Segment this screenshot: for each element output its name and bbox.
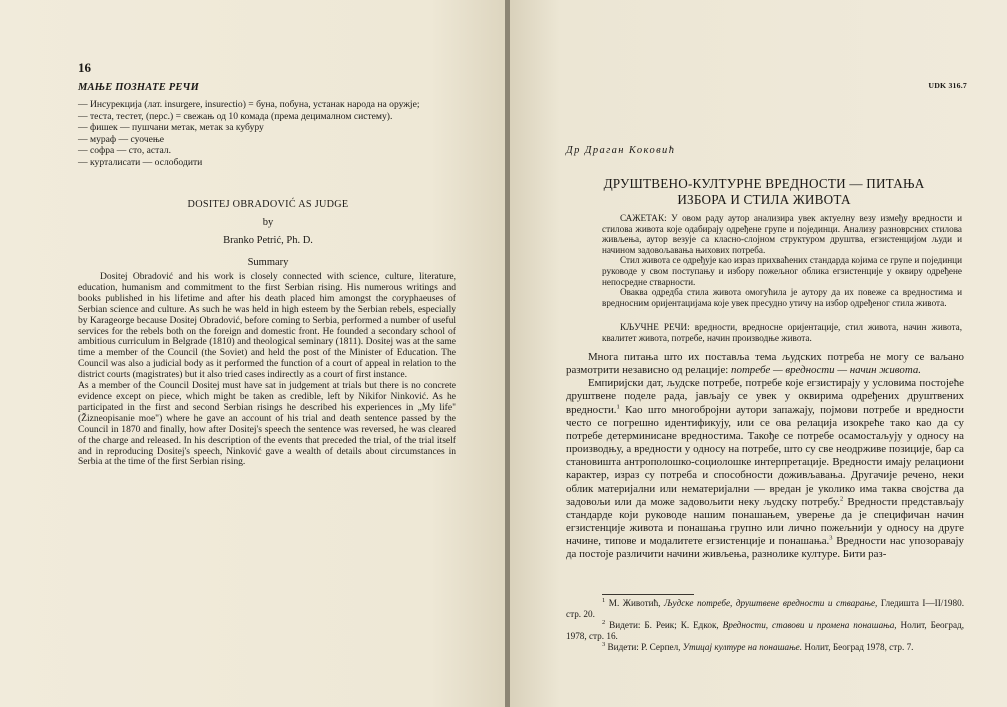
summary-heading: Summary [247, 257, 289, 268]
body-text [566, 351, 964, 562]
body-text-span: Вредности представљају стандарде који руководе нашим понашањем, уверење да је специфичан начин егзистенције живота и понашања групно или лично пожељнији у односу на друге начине, типове и модалитете егзистенције и понашања. [566, 495, 964, 548]
footnote-title: Вредности, ставови и промена понашања, [722, 620, 897, 630]
footnote-ref[interactable]: 1 [616, 403, 620, 410]
title-line: ДРУШТВЕНО-КУЛТУРНЕ ВРЕДНОСТИ — ПИТАЊА [603, 176, 925, 191]
glossary-item: — фишек — пушчани метак, метак за кубуру [78, 122, 264, 134]
footnote-text: Гледишта I—II/1980. стр. 20. [566, 598, 965, 619]
body-text-span: Вредности нас упозоравају да постоје различити начини живљења, разнолике културе. Бити раз- [566, 535, 964, 561]
glossary-list [78, 99, 458, 169]
running-head: МАЊЕ ПОЗНАТЕ РЕЧИ [78, 82, 199, 93]
article-author: Др Драган Коковић [566, 145, 676, 156]
footnotes [566, 598, 964, 653]
article-title: DOSITEJ OBRADOVIĆ AS JUDGE [187, 199, 349, 210]
footnote [566, 642, 964, 653]
body-text-span: Емпиријски дат, људске потребе, потребе које егзистирају у условима постојеће друштвене поделе рада, јављају се увек у оквирима одређених друштвених вредности. [566, 377, 964, 416]
body-italic-span: потребе — вредности — начин живота. [731, 364, 921, 377]
footnote-text: Нолит, Београд, 1978, стр. 16. [566, 620, 964, 641]
summary-paragraph: As a member of the Council Dositej must have sat in judgement at trials but there is no concrete evidence except on piece, which might be taken as credible, left by Nikifor Ninković. As he participated in the first and second Serbian risings he described his experiences in „My life" (Žizneopisanie moe") where he gave an account of his trial and death sentence passed by the Council in 1870 and finally, how after Dositej's speech the sentence was reversed, he was cleared of the charge and released. In his description of the events that preceded the trial, of the trial itself and in reproducing Dositej's speech, Ninković gave a wealth of details about circumstances in Serbia at the time of the first Serbian rising. [78, 380, 456, 468]
article-author: Branko Petrić, Ph. D. [223, 235, 313, 246]
footnote-text: Видети: Р. Серпел, [605, 642, 683, 652]
footnote-text: Видети: Б. Реик; К. Едкок, [605, 620, 723, 630]
footnote-title: Утицај културе на понашање. [682, 642, 803, 652]
summary-text [78, 272, 456, 468]
page-number: 16 [78, 60, 91, 75]
abstract-paragraph: Оваква одредба стила живота омогућила је аутору да их повеже са вредностима и вредносним оријентацијама које увек пресудно утичу на избор одређеног стила живота. [602, 287, 962, 308]
footnote-ref[interactable]: 3 [829, 534, 833, 542]
footnote-number: 1 [602, 596, 606, 604]
abstract-paragraph: САЖЕТАК: У овом раду аутор анализира увек актуелну везу између вредности и стилова живота које одабирају одређене групе и појединци. Анализу разноврсних стилова живљења, аутор везује са класно-слојном структуром друштва, егзистенцијом људи и начином задовољавања њихових потреба. [602, 213, 962, 255]
body-text-span: Као што многобројни аутори запажају, појмови потребе и вредности често се погрешно идентификују, или се ова релација изокреће тако као да су потребе детерминисане вредностима. Такође се потребе осамостаљују у односу на производњу, а вредности у односу на потребе, што су све неодрживе позиције, бар са становишта антрополошко-социолошке интерпретације. Вредности имају релациони карактер, израз су потреба и способности доживљавања. Другачије речено, неки облик материјални или нематеријални — вредан је уколико има таква својства да задовољи или да може задовољити неку људску потребу. [566, 403, 964, 508]
footnote-number: 2 [602, 618, 606, 626]
glossary-item: — Инсурекција (лат. insurgere, insurectio) = буна, побуна, устанак народа на оружје; [78, 99, 420, 110]
keywords: КЉУЧНЕ РЕЧИ: вредности, вредносне оријентације, стил живота, начин живота, квалитет живота, потребе, начин производње живота. [602, 322, 962, 343]
article-by: by [262, 217, 274, 228]
udk-code: UDK 316.7 [928, 81, 967, 90]
footnote-ref[interactable]: 2 [839, 495, 844, 503]
glossary-item: — софра — сто, астал. [78, 145, 171, 157]
glossary-item: — теста, тестет, (перс.) = свежањ од 10 комада (према децималном систему). [78, 110, 393, 122]
abstract [602, 213, 962, 308]
footnote [566, 598, 964, 620]
summary-paragraph: Dositej Obradović and his work is closely connected with science, culture, literature, education, humanism and commitment to the first Serbian rising. His numerous writings and books published in his lifetime and after his death placed him amongst the coryphaeuses of Serbian science and culture. As such he was held in high esteem by the Serbian rebels, especially by Karageorge because Dositej Obradović, before coming to Serbia, performed a number of useful services for the rebels both on the foreign and domestic front. He founded a secondary school of ambitious curriculum in Belgrade (1810) and theological seminary (1811). Dositej was at the same time a member of the Council (the Soviet) and held the post of the Minister of Education. The Council was also a judicial body as it performed the function of a court of appeal in relation to the district courts (magistrates) but it also tried cases indirectly as a court of first instance. [78, 271, 456, 381]
glossary-item: — курталисати — ослободити [78, 156, 203, 168]
body-paragraph [566, 377, 964, 561]
body-paragraph [566, 351, 964, 377]
footnote-title: Људске потребе, друштвене вредности и стварање, [664, 598, 878, 608]
right-page [510, 0, 1007, 707]
footnote-divider [602, 594, 694, 595]
footnote-text: Нолит, Београд 1978, стр. 7. [802, 642, 914, 652]
glossary-item: — мураф — суочење [78, 133, 165, 145]
abstract-paragraph: Стил живота се одређује као израз прихваћених стандарда којима се групе и појединци руководе у свом поступању и избору пожељног облика егзистенције у оквиру одређене непосредне стварности. [602, 255, 962, 287]
footnote [566, 620, 964, 642]
article-title [566, 176, 962, 207]
footnote-text: М. Животић, [605, 598, 664, 608]
title-line: ИЗБОРА И СТИЛА ЖИВОТА [677, 191, 851, 207]
body-text-span: Многа питања што их поставља тема људских потреба не могу се ваљано размотрити независно од релације: [566, 351, 964, 377]
footnote-number: 3 [602, 640, 606, 648]
